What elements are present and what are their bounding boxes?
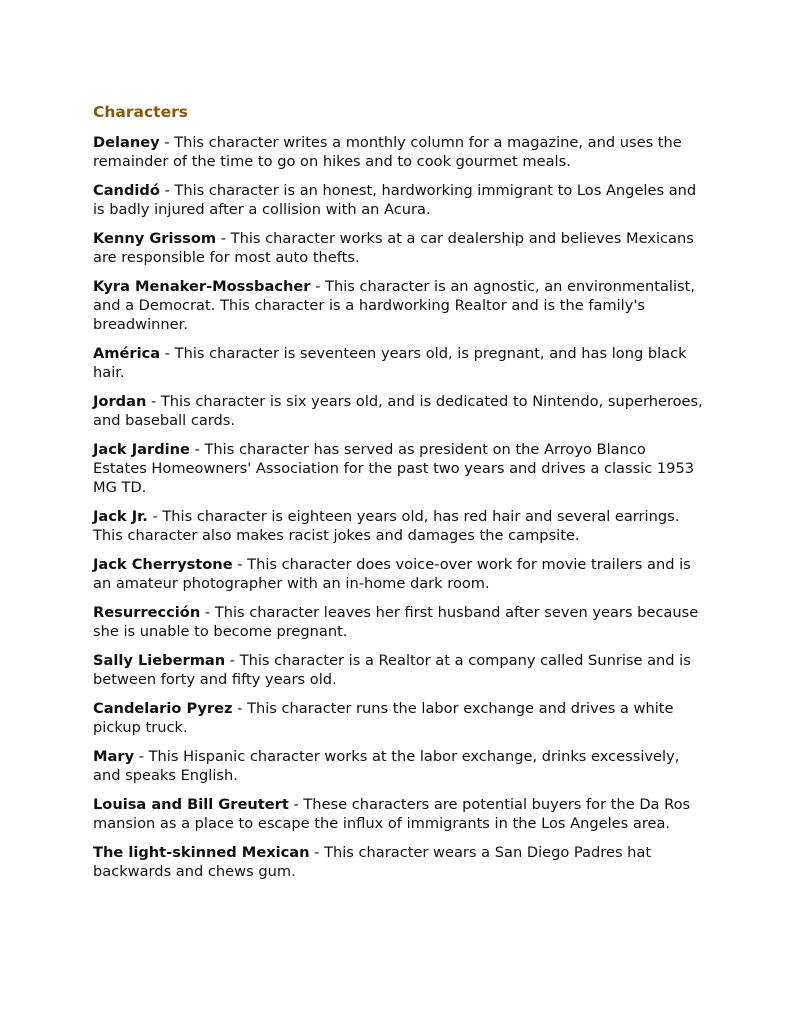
character-description: - This Hispanic character works at the labor exchange, drinks excessively, and speaks English.	[93, 748, 680, 784]
character-name: Sally Lieberman	[93, 652, 226, 669]
character-entry	[93, 651, 703, 689]
character-entry	[93, 603, 703, 641]
character-description: - This character is a Realtor at a company called Sunrise and is between forty and fifty years old.	[93, 652, 691, 688]
character-description: - This character has served as president on the Arroyo Blanco Estates Homeowners' Association for the past two years and drives a classic 1953 MG TD.	[93, 441, 695, 496]
character-description: - This character is an agnostic, an environmentalist, and a Democrat. This character is a hardworking Realtor and is the family's breadwinner.	[93, 278, 696, 333]
character-description: - This character works at a car dealership and believes Mexicans are responsible for most auto thefts.	[93, 230, 694, 266]
character-name: América	[93, 345, 161, 362]
character-name: Kyra Menaker-Mossbacher	[93, 278, 311, 295]
character-description: - This character is eighteen years old, has red hair and several earrings. This character also makes racist jokes and damages the campsite.	[93, 508, 680, 544]
character-entry	[93, 440, 703, 497]
document-page	[93, 100, 703, 891]
character-entry	[93, 344, 703, 382]
character-description: - This character does voice-over work for movie trailers and is an amateur photographer with an in-home dark room.	[93, 556, 691, 592]
character-name: Jack Cherrystone	[93, 556, 233, 573]
character-description: - This character wears a San Diego Padres hat backwards and chews gum.	[93, 844, 652, 880]
character-description: - This character runs the labor exchange and drives a white pickup truck.	[93, 700, 674, 736]
character-name: Delaney	[93, 134, 160, 151]
character-entry	[93, 507, 703, 545]
character-name: Jack Jr.	[93, 508, 148, 525]
character-description: - This character leaves her first husband after seven years because she is unable to become pregnant.	[93, 604, 699, 640]
character-description: - This character is seventeen years old, is pregnant, and has long black hair.	[93, 345, 687, 381]
character-name: The light-skinned Mexican	[93, 844, 310, 861]
character-entry	[93, 699, 703, 737]
character-name: Jack Jardine	[93, 441, 190, 458]
character-entry	[93, 843, 703, 881]
character-entry	[93, 277, 703, 334]
character-name: Candidó	[93, 182, 160, 199]
character-name: Candelario Pyrez	[93, 700, 233, 717]
character-entry	[93, 747, 703, 785]
character-entry	[93, 133, 703, 171]
character-entry	[93, 392, 703, 430]
section-heading: Characters	[93, 103, 188, 121]
character-name: Jordan	[93, 393, 147, 410]
character-name: Resurrección	[93, 604, 201, 621]
character-name: Mary	[93, 748, 135, 765]
character-description: - This character is six years old, and is dedicated to Nintendo, superheroes, and baseball cards.	[93, 393, 703, 429]
character-entry	[93, 181, 703, 219]
character-name: Louisa and Bill Greutert	[93, 796, 289, 813]
character-name: Kenny Grissom	[93, 230, 217, 247]
character-description: - This character is an honest, hardworking immigrant to Los Angeles and is badly injured after a collision with an Acura.	[93, 182, 697, 218]
character-entry	[93, 555, 703, 593]
character-entry	[93, 229, 703, 267]
character-description: - These characters are potential buyers for the Da Ros mansion as a place to escape the influx of immigrants in the Los Angeles area.	[93, 796, 691, 832]
character-entry	[93, 795, 703, 833]
character-description: - This character writes a monthly column for a magazine, and uses the remainder of the time to go on hikes and to cook gourmet meals.	[93, 134, 682, 170]
